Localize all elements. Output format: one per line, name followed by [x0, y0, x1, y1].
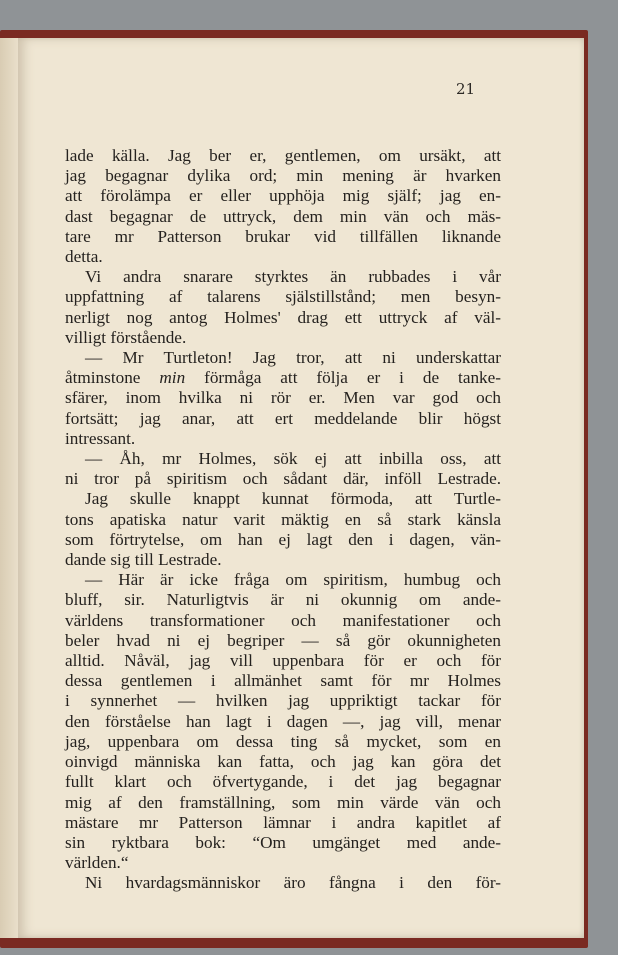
- text-line: [65, 348, 501, 368]
- text-line-part: tare mr Patterson brukar vid tillfällen liknande: [65, 226, 501, 246]
- text-line: [65, 227, 501, 247]
- text-line-part: att förolämpa er eller upphöja mig själf; jag en-: [65, 186, 501, 206]
- text-line-part: sfärer, inom hvilka ni rör er. Men var god och: [65, 388, 501, 408]
- text-line: [65, 631, 501, 651]
- text-line: [65, 772, 501, 792]
- text-line: [65, 388, 501, 408]
- text-line: [65, 752, 501, 772]
- text-line: [65, 853, 501, 873]
- text-line: [65, 207, 501, 227]
- text-line-part: — Här är icke fråga om spiritism, humbug och: [85, 570, 501, 590]
- text-line: [65, 166, 501, 186]
- text-line-part: mästare mr Patterson lämnar i andra kapitlet af: [65, 812, 501, 832]
- text-line: [65, 611, 501, 631]
- text-line: [65, 287, 501, 307]
- text-line: [65, 671, 501, 691]
- text-line-part: världen.“: [65, 853, 129, 873]
- text-line: [65, 308, 501, 328]
- text-line: [65, 429, 501, 449]
- text-line-part: ni tror på spiritism och sådant där, inföll Lestrade.: [65, 469, 501, 489]
- text-line-part: dessa gentlemen i allmänhet samt för mr Holmes: [65, 671, 501, 691]
- text-line-part: Jag skulle knappt kunnat förmoda, att Turtle-: [85, 489, 501, 509]
- text-line-part: åtminstone: [65, 368, 160, 388]
- text-line-part: dande sig till Lestrade.: [65, 550, 222, 570]
- text-line-part: jag begagnar dylika ord; min mening är hvarken: [65, 166, 501, 186]
- emphasized-word: min: [159, 368, 186, 388]
- text-line-part: mig af den framställning, som min värde vän och: [65, 792, 501, 812]
- text-line-part: — Åh, mr Holmes, sök ej att inbilla oss, att: [85, 449, 501, 469]
- text-line-part: alltid. Nåväl, jag vill uppenbara för er och för: [65, 651, 501, 671]
- text-line-part: detta.: [65, 247, 103, 267]
- text-line: [65, 469, 501, 489]
- text-line: [65, 712, 501, 732]
- text-line-part: världens transformationer och manifestationer och: [65, 610, 501, 630]
- text-line-part: dast begagnar de uttryck, dem min vän och mäs-: [65, 206, 501, 226]
- text-line-part: som förtrytelse, om han ej lagt den i dagen, vän-: [65, 529, 501, 549]
- text-line-part: oinvigd människa kan fatta, och jag kan göra det: [65, 752, 501, 772]
- page-number: 21: [456, 80, 476, 98]
- text-line: [65, 590, 501, 610]
- text-line: [65, 409, 501, 429]
- text-line: [65, 186, 501, 206]
- text-line-part: lade källa. Jag ber er, gentlemen, om ursäkt, att: [65, 146, 501, 165]
- text-line: [65, 510, 501, 530]
- text-line-part: tons apatiska natur varit mäktig en så stark känsla: [65, 509, 501, 529]
- text-line: [65, 247, 501, 267]
- text-line: [65, 550, 501, 570]
- text-line-part: — Mr Turtleton! Jag tror, att ni underskattar: [85, 348, 501, 368]
- text-line-part: uppfattning af talarens själstillstånd; men besyn-: [65, 287, 501, 307]
- text-line-part: Ni hvardagsmänniskor äro fångna i den för-: [85, 873, 501, 893]
- text-line: [65, 833, 501, 853]
- text-line: [65, 368, 501, 388]
- text-line-part: bluff, sir. Naturligtvis är ni okunnig om ande-: [65, 590, 501, 610]
- text-line: [65, 651, 501, 671]
- text-line-part: i synnerhet — hvilken jag uppriktigt tackar för: [65, 691, 501, 711]
- text-line-part: fullt klart och öfvertygande, i det jag begagnar: [65, 772, 501, 792]
- text-line: [65, 530, 501, 550]
- text-line-part: villigt förstående.: [65, 327, 187, 347]
- text-line: [65, 570, 501, 590]
- body-text: [65, 146, 501, 894]
- text-line: [65, 691, 501, 711]
- text-line: [65, 267, 501, 287]
- text-line: [65, 489, 501, 509]
- text-line-part: intressant.: [65, 428, 136, 448]
- text-line: [65, 873, 501, 893]
- text-line: [65, 813, 501, 833]
- text-line: [65, 449, 501, 469]
- text-line-part: Vi andra snarare styrktes än rubbades i vår: [85, 267, 501, 287]
- text-line: [65, 146, 501, 166]
- text-line-part: den förståelse han lagt i dagen —, jag vill, menar: [65, 711, 501, 731]
- text-line-part: beler hvad ni ej begriper — så gör okunnigheten: [65, 630, 501, 650]
- text-line: [65, 328, 501, 348]
- text-line: [65, 732, 501, 752]
- text-line: [65, 793, 501, 813]
- text-line-part: fortsätt; jag anar, att ert meddelande blir högst: [65, 408, 501, 428]
- text-line-part: jag, uppenbara om dessa ting så mycket, som en: [65, 731, 501, 751]
- text-line-part: nerligt nog antog Holmes' drag ett uttryck af väl-: [65, 307, 501, 327]
- text-line-part: förmåga att följa er i de tanke-: [185, 368, 501, 388]
- text-line-part: sin ryktbara bok: “Om umgänget med ande-: [65, 832, 501, 852]
- page-gutter: [0, 38, 19, 938]
